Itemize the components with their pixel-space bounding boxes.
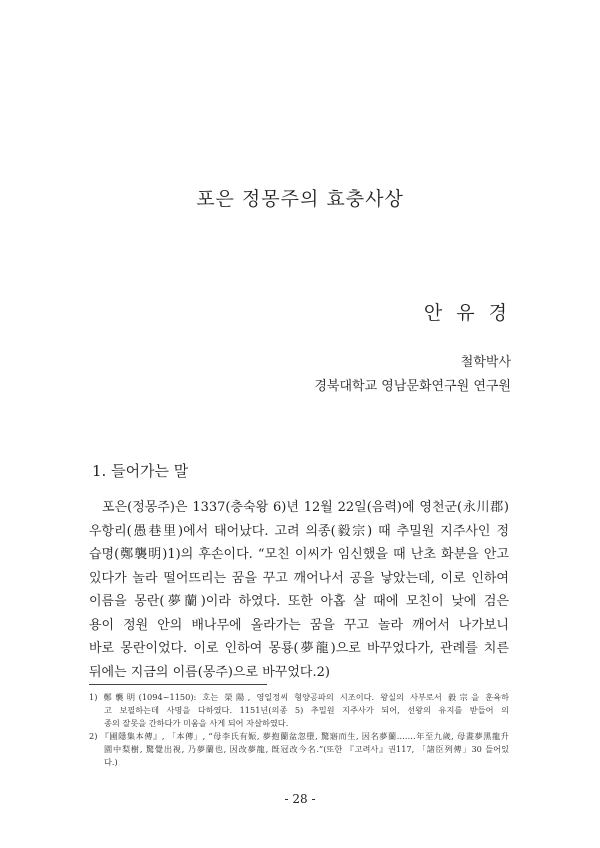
- section-heading: 1. 들어가는 말: [92, 462, 189, 480]
- paper-title: 포은 정몽주의 효충사상: [196, 188, 404, 210]
- body-line: 습명(鄭襲明)1)의 후손이다. “모친 이씨가 임신했을 때 난초 화분을 안고: [89, 547, 509, 562]
- footnote-line: 2) 『圃隱集本傳』, 「本傳」, “母李氏有娠, 夢抱蘭盆忽墮, 驚寤而生, 因名夢蘭.……年至九歲, 母晝夢黑龍升: [89, 731, 509, 741]
- author-name: 안 유 경: [423, 302, 511, 324]
- body-line: 뒤에는 지금의 이름(몽주)으로 바꾸었다.2): [89, 664, 330, 680]
- footnotes: [89, 691, 509, 769]
- body-line: 이름을 몽란(夢蘭)이라 하였다. 또한 아홉 살 때에 모친이 낮에 검은: [89, 594, 509, 609]
- footnote-line: 다.): [104, 757, 118, 767]
- footnote-line: 종의 잘못을 간하다가 미움을 사게 되어 자살하였다.: [104, 718, 289, 728]
- footnote-line: 고 보필하는데 사명을 다하였다. 1151년(의종 5) 추밀원 지주사가 되어, 선왕의 유지를 받들어 의: [104, 705, 509, 715]
- footnote-line: 1) 鄭襲明(1094~1150): 호는 榮陽, 영일정씨 형양공파의 시조이다. 왕실의 사부로서 毅宗을 훈육하: [89, 692, 509, 702]
- body-line: 용이 정원 안의 배나무에 올라가는 꿈을 꾸고 놀라 깨어서 나가보니: [89, 617, 509, 633]
- body-line: 있다가 놀라 떨어뜨리는 꿈을 꾸고 깨어나서 공을 낳았는데, 이로 인하여: [89, 570, 509, 586]
- footnote-divider: [89, 684, 267, 685]
- page-number: - 28 -: [284, 792, 316, 806]
- body-line: 포은(정몽주)은 1337(충숙왕 6)년 12월 22일(음력)에 영천군(永川郡): [102, 500, 509, 515]
- body-line: 바로 몽란이었다. 이로 인하여 몽룡(夢龍)으로 바꾸었다가, 관례를 치른: [89, 641, 509, 656]
- body-line: 우항리(愚巷里)에서 태어났다. 고려 의종(毅宗) 때 추밀원 지주사인 정: [89, 523, 509, 539]
- footnote-line: 園中梨樹, 驚覺出視, 乃夢蘭也, 因改夢龍, 旣冠改今名.”(또한 『고려사』권117, 「諸臣列傳」30 들어있: [104, 744, 509, 754]
- body-paragraph: [89, 496, 509, 684]
- author-degree: 철학박사: [460, 355, 511, 370]
- author-institution: 경북대학교 영남문화연구원 연구원: [314, 379, 511, 394]
